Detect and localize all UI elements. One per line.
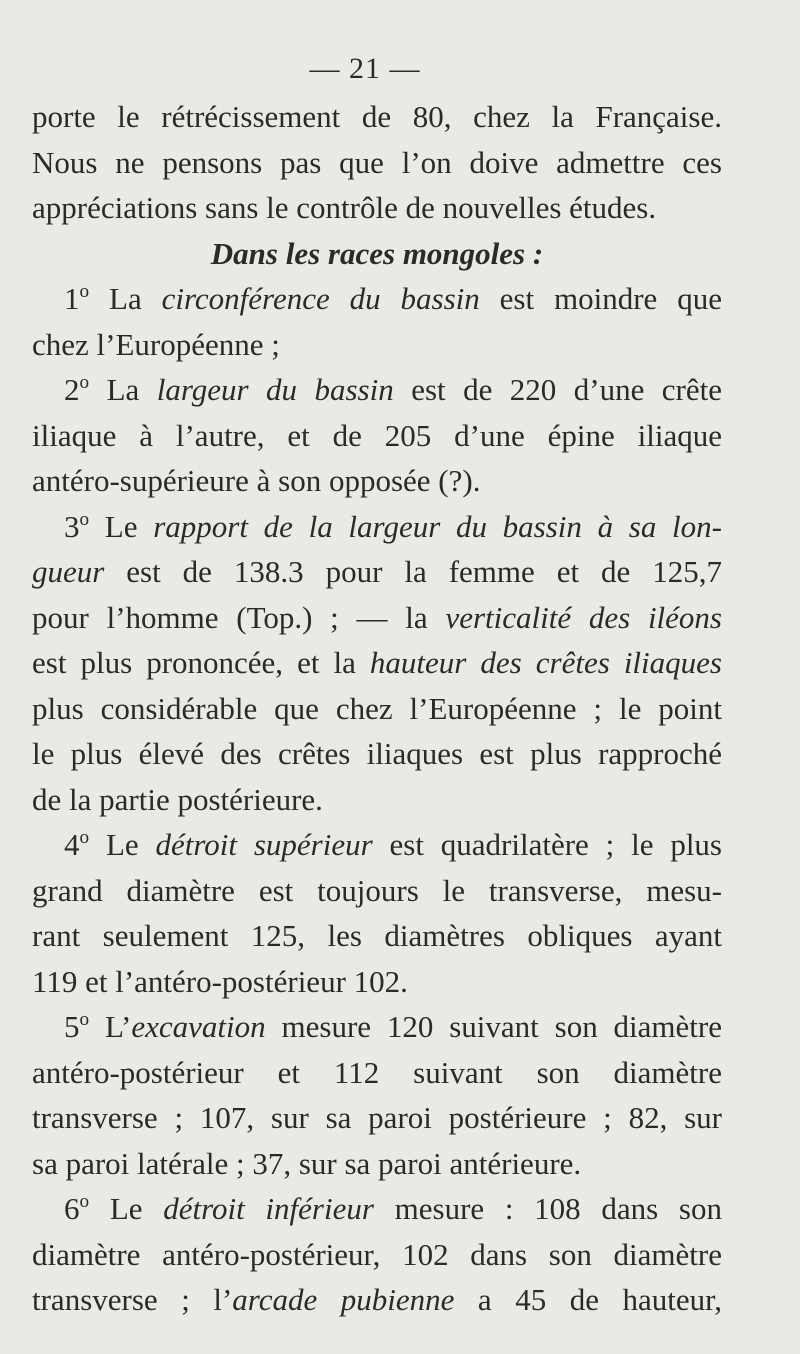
section-heading: Dans les races mongoles :	[210, 235, 544, 271]
italic-term: gueur	[32, 554, 105, 589]
ordinal-superscript: o	[79, 827, 90, 848]
text-run: 6	[64, 1191, 80, 1226]
text-line	[32, 458, 722, 504]
text-run: grand diamètre est toujours le transverse, mesu-	[32, 872, 722, 908]
text-line	[32, 777, 722, 823]
text-line	[32, 959, 722, 1005]
text-line	[32, 1004, 722, 1050]
ordinal-superscript: o	[79, 508, 90, 530]
italic-term: arcade pubienne	[232, 1282, 455, 1317]
text-line	[32, 549, 722, 595]
text-run: sa paroi latérale ; 37, sur sa paroi antérieure.	[32, 1145, 582, 1181]
text-line	[32, 1232, 722, 1278]
text-line	[32, 140, 722, 186]
italic-term: verticalité des iléons	[445, 599, 722, 635]
text-run: est quadrilatère ; le plus	[372, 827, 722, 862]
text-run: 4	[64, 827, 80, 862]
text-line	[32, 640, 722, 686]
text-run: Le	[89, 827, 156, 862]
text-run: Le	[89, 1191, 164, 1226]
text-line	[32, 731, 722, 777]
italic-term: largeur du bassin	[156, 372, 394, 407]
text-run: rant seulement 125, les diamètres obliques ayant	[32, 918, 722, 953]
text-run: 3	[64, 508, 80, 544]
italic-term: circonférence du bassin	[161, 281, 480, 316]
text-run: mesure : 108 dans son	[373, 1191, 722, 1226]
italic-term: hauteur des crêtes iliaques	[369, 645, 722, 680]
text-run: mesure 120 suivant son diamètre	[265, 1009, 722, 1044]
text-line	[32, 367, 722, 413]
text-run: iliaque à l’autre, et de 205 d’une épine iliaque	[32, 417, 722, 453]
ordinal-superscript: o	[79, 281, 90, 302]
text-line	[32, 1050, 722, 1096]
ordinal-superscript: o	[79, 1009, 90, 1030]
text-line	[32, 185, 722, 231]
text-run: porte le rétrécissement de 80, chez la Française.	[32, 99, 722, 134]
text-run: est moindre que	[479, 281, 722, 316]
text-run: 5	[64, 1009, 80, 1044]
text-line	[32, 1095, 722, 1141]
text-run: est de 220 d’une crête	[393, 372, 723, 407]
text-run: a 45 de hauteur,	[454, 1282, 722, 1317]
text-line	[32, 595, 722, 641]
text-run: diamètre antéro-postérieur, 102 dans son diamètre	[32, 1236, 722, 1272]
text-line	[32, 822, 722, 868]
text-run: antéro-postérieur et 112 suivant son diamètre	[32, 1054, 722, 1090]
text-line	[32, 322, 722, 368]
italic-term: détroit inférieur	[163, 1191, 374, 1226]
text-line	[32, 94, 722, 140]
text-run: La	[89, 372, 157, 407]
text-line	[32, 1277, 722, 1323]
text-line	[32, 913, 722, 959]
text-line	[32, 504, 722, 550]
text-line	[32, 276, 722, 322]
text-run: de la partie postérieure.	[32, 781, 323, 817]
text-run: appréciations sans le contrôle de nouvelles études.	[32, 190, 657, 225]
text-run: plus considérable que chez l’Européenne ; le point	[32, 690, 722, 726]
text-run: 119 et l’antéro-postérieur 102.	[32, 963, 408, 999]
italic-term: excavation	[131, 1009, 266, 1044]
text-run: le plus élevé des crêtes iliaques est plus rapproché	[32, 736, 722, 771]
text-run: Le	[89, 508, 154, 544]
text-line	[32, 413, 722, 459]
text-line	[32, 686, 722, 732]
text-line	[32, 868, 722, 914]
italic-term: rapport de la largeur du bassin à sa lon-	[153, 508, 722, 544]
page-number: — 21 —	[309, 52, 421, 85]
text-run: L’	[89, 1009, 132, 1044]
text-run: est plus prononcée, et la	[32, 645, 370, 680]
ordinal-superscript: o	[79, 372, 90, 393]
text-run: 1	[64, 281, 80, 316]
text-run: transverse ; 107, sur sa paroi postérieure ; 82, sur	[32, 1100, 722, 1135]
text-run: chez l’Européenne ;	[32, 326, 280, 362]
body-text	[32, 94, 722, 1323]
text-run: est de 138.3 pour la femme et de 125,7	[104, 554, 722, 589]
text-run: 2	[64, 372, 80, 407]
text-run: La	[89, 281, 162, 316]
italic-term: détroit supérieur	[155, 827, 373, 862]
ordinal-superscript: o	[79, 1191, 90, 1212]
text-line	[32, 1141, 722, 1187]
text-run: pour l’homme (Top.) ; — la	[32, 599, 446, 635]
text-line	[32, 1186, 722, 1232]
text-run: Nous ne pensons pas que l’on doive admettre ces	[32, 144, 722, 180]
text-run: transverse ; l’	[32, 1282, 233, 1317]
text-run: antéro-supérieure à son opposée (?).	[32, 463, 481, 498]
